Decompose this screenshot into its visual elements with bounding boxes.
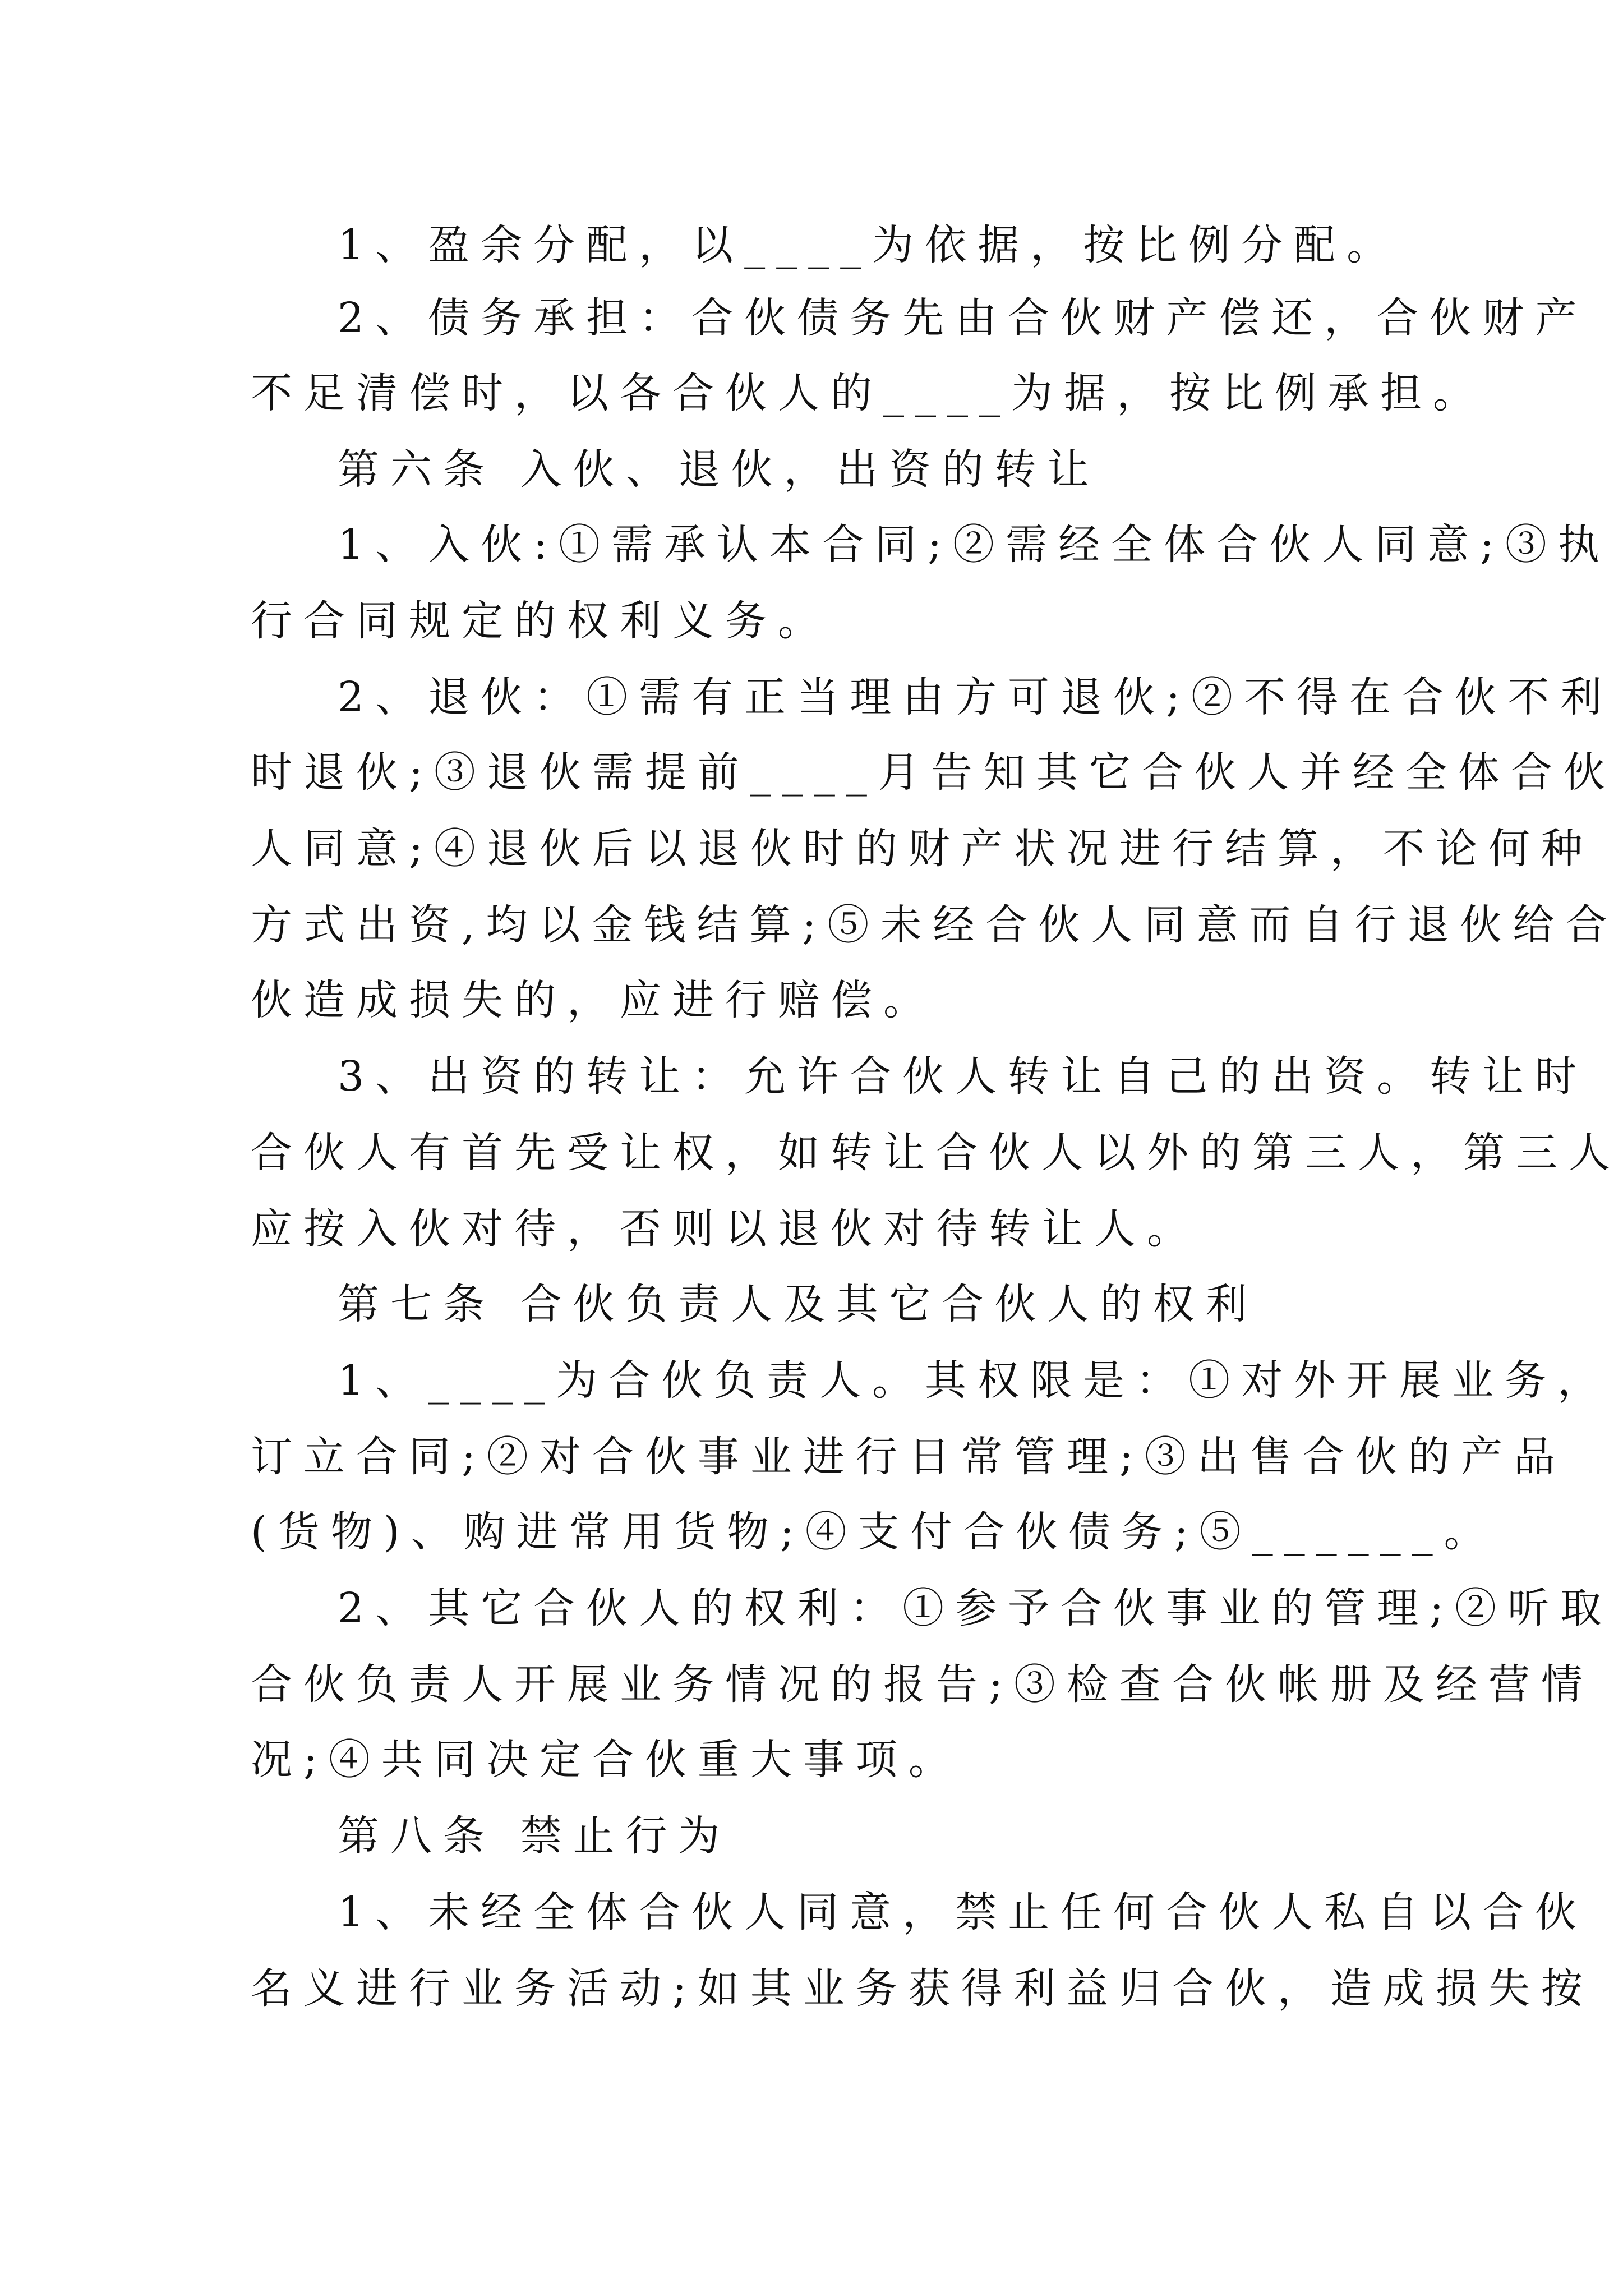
clause-6-item-3-cont-2: 应按入伙对待，否则以退伙对待转让人。 xyxy=(251,1205,1200,1253)
clause-5-item-1: 1、盈余分配，以____为依据，按比例分配。 xyxy=(338,221,1400,269)
clause-6-item-1-cont: 行合同规定的权利义务。 xyxy=(251,597,831,645)
clause-7-item-2: 2、其它合伙人的权利：①参予合伙事业的管理;②听取 xyxy=(338,1584,1613,1632)
clause-6-item-2: 2、退伙：①需有正当理由方可退伙;②不得在合伙不利 xyxy=(338,673,1613,721)
clause-5-item-2: 2、债务承担：合伙债务先由合伙财产偿还，合伙财产 xyxy=(338,294,1588,342)
clause-7-item-1: 1、____为合伙负责人。其权限是：①对外开展业务， xyxy=(338,1356,1611,1405)
clause-6-item-3-cont-1: 合伙人有首先受让权，如转让合伙人以外的第三人，第三人 xyxy=(251,1129,1621,1177)
clause-7-item-1-cont-1: 订立合同;②对合伙事业进行日常管理;③出售合伙的产品 xyxy=(251,1433,1566,1481)
clause-7-item-1-cont-2: (货物)、购进常用货物;④支付合伙债务;⑤______。 xyxy=(251,1508,1497,1556)
clause-6-item-2-cont-1: 时退伙;③退伙需提前____月告知其它合伙人并经全体合伙 xyxy=(251,748,1616,797)
clause-7-item-2-cont-2: 况;④共同决定合伙重大事项。 xyxy=(251,1736,961,1784)
clause-5-item-2-cont: 不足清偿时，以各合伙人的____为据，按比例承担。 xyxy=(251,369,1486,417)
clause-8-item-1: 1、未经全体合伙人同意，禁止任何合伙人私自以合伙 xyxy=(338,1888,1588,1936)
clause-8-item-1-cont: 名义进行业务活动;如其业务获得利益归合伙，造成损失按 xyxy=(251,1964,1594,2013)
clause-6-item-1: 1、入伙:①需承认本合同;②需经全体合伙人同意;③执 xyxy=(338,521,1611,569)
article-8-heading: 第八条 禁止行为 xyxy=(338,1812,731,1860)
article-6-heading: 第六条 入伙、退伙，出资的转让 xyxy=(338,445,1100,494)
clause-6-item-2-cont-2: 人同意;④退伙后以退伙时的财产状况进行结算，不论何种 xyxy=(251,825,1594,873)
clause-6-item-2-cont-3: 方式出资,均以金钱结算;⑤未经合伙人同意而自行退伙给合 xyxy=(251,901,1619,949)
article-7-heading: 第七条 合伙负责人及其它合伙人的权利 xyxy=(338,1280,1258,1328)
clause-6-item-3: 3、出资的转让：允许合伙人转让自己的出资。转让时 xyxy=(338,1052,1588,1101)
clause-7-item-2-cont-1: 合伙负责人开展业务情况的报告;③检查合伙帐册及经营情 xyxy=(251,1660,1594,1709)
clause-6-item-2-cont-4: 伙造成损失的，应进行赔偿。 xyxy=(251,976,936,1024)
